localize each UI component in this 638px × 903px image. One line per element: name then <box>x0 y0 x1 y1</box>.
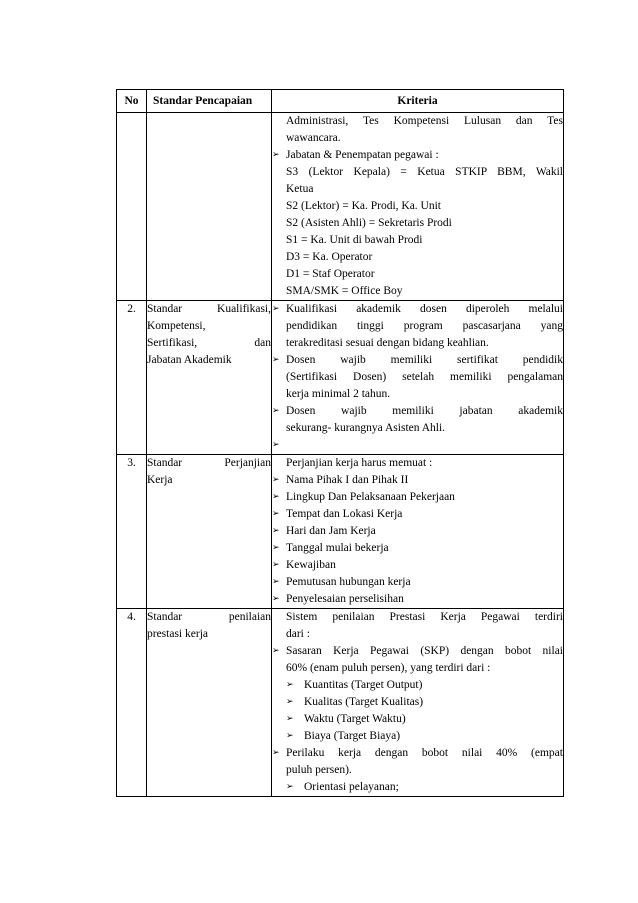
criteria-text: S2 (Asisten Ahli) = Sekretaris Prodi <box>286 217 452 229</box>
arrow-bullet-icon: ➢ <box>272 560 280 570</box>
criteria-text: S1 = Ka. Unit di bawah Prodi <box>286 234 423 246</box>
criteria-text: D1 = Staf Operator <box>286 268 375 280</box>
row-number: 3. <box>117 455 147 609</box>
list-item: ➢ Lingkup Dan Pelaksanaan Pekerjaan <box>272 489 563 506</box>
list-item: ➢ Biaya (Target Biaya) <box>272 728 563 745</box>
header-standar: Standar Pencapaian <box>147 90 272 113</box>
list-item: ➢ Dosen wajib memiliki jabatan akademik <box>272 403 563 420</box>
arrow-bullet-icon: ➢ <box>272 440 280 450</box>
standard-cell: Standar Kualifikasi, Kompetensi, Sertifikasi, dan Jabatan Akademik <box>147 301 272 455</box>
list-item: ➢ Perilaku kerja dengan bobot nilai 40% (empat <box>272 745 563 762</box>
list-item: ➢ Kualitas (Target Kualitas) <box>272 694 563 711</box>
arrow-bullet-icon: ➢ <box>272 577 280 587</box>
arrow-bullet-icon: ➢ <box>272 748 280 758</box>
standard-cell: Standar Perjanjian Kerja <box>147 455 272 609</box>
arrow-bullet-icon: ➢ <box>272 492 280 502</box>
list-item: ➢ Tempat dan Lokasi Kerja <box>272 506 563 523</box>
list-item: ➢ Nama Pihak I dan Pihak II <box>272 472 563 489</box>
list-item: ➢ Orientasi pelayanan; <box>272 779 563 796</box>
header-kriteria: Kriteria <box>272 90 564 113</box>
criteria-text: D3 = Ka. Operator <box>286 251 373 263</box>
arrow-bullet-icon: ➢ <box>272 646 280 656</box>
criteria-text: Administrasi, Tes Kompetensi Lulusan dan Tes <box>286 115 563 127</box>
list-item: ➢ Tanggal mulai bekerja <box>272 540 563 557</box>
criteria-cell: Perjanjian kerja harus memuat : ➢ Nama Pihak I dan Pihak II ➢ Lingkup Dan Pelaksanaan Pekerjaan ➢ Tempat dan Lokasi Kerja ➢ Hari dan Jam Kerja ➢ Tanggal mulai bekerja ➢ Kewajiban ➢ Pemutusan hubungan kerja ➢ Penyelesaian perselisihan <box>272 455 564 609</box>
arrow-bullet-icon: ➢ <box>272 526 280 536</box>
list-item: ➢ Sasaran Kerja Pegawai (SKP) dengan bobot nilai <box>272 643 563 660</box>
table-row <box>117 301 564 455</box>
list-item: ➢ Kewajiban <box>272 557 563 574</box>
arrow-bullet-icon: ➢ <box>272 304 280 314</box>
table-row <box>117 113 564 301</box>
criteria-table <box>116 89 564 797</box>
list-item: ➢ Hari dan Jam Kerja <box>272 523 563 540</box>
arrow-bullet-icon: ➢ <box>286 782 294 792</box>
arrow-bullet-icon: ➢ <box>272 594 280 604</box>
table-row <box>117 455 564 609</box>
criteria-cell: ➢ Kualifikasi akademik dosen diperoleh melalui pendidikan tinggi program pascasarjana yang terakreditasi sesuai dengan bidang keahlian. ➢ Dosen wajib memiliki sertifikat pendidik (Sertifikasi Dosen) setelah memiliki pengalaman kerja minimal 2 tahun. ➢ Dosen wajib memiliki jabatan akademik sekurang- kurangnya Asisten Ahli. ➢ <box>272 301 564 455</box>
arrow-bullet-icon: ➢ <box>272 150 280 160</box>
standard-cell: Standar penilaian prestasi kerja <box>147 609 272 797</box>
criteria-text: S2 (Lektor) = Ka. Prodi, Ka. Unit <box>286 200 442 212</box>
header-no: No <box>117 90 147 113</box>
table-row <box>117 609 564 797</box>
criteria-text: wawancara. <box>286 132 341 144</box>
arrow-bullet-icon: ➢ <box>272 475 280 485</box>
list-item: ➢ Waktu (Target Waktu) <box>272 711 563 728</box>
header-row <box>117 90 564 113</box>
arrow-bullet-icon: ➢ <box>272 543 280 553</box>
arrow-bullet-icon: ➢ <box>272 509 280 519</box>
list-item: ➢ Jabatan & Penempatan pegawai : <box>272 147 563 164</box>
row-number: 2. <box>117 301 147 455</box>
row-number <box>117 113 147 301</box>
criteria-text: SMA/SMK = Office Boy <box>286 285 403 297</box>
criteria-text: S3 (Lektor Kepala) = Ketua STKIP BBM, Wakil <box>286 166 563 178</box>
arrow-bullet-icon: ➢ <box>286 680 294 690</box>
arrow-bullet-icon: ➢ <box>286 731 294 741</box>
list-item: ➢ Kualifikasi akademik dosen diperoleh melalui <box>272 301 563 318</box>
criteria-cell: Sistem penilaian Prestasi Kerja Pegawai terdiri dari : ➢ Sasaran Kerja Pegawai (SKP) dengan bobot nilai 60% (enam puluh persen), yang terdiri dari : ➢ Kuantitas (Target Output) ➢ Kualitas (Target Kualitas) ➢ Waktu (Target Waktu) ➢ Biaya (Target Biaya) ➢ Perilaku kerja dengan bobot nilai 40% (empat puluh persen). ➢ Orientasi pelayanan; <box>272 609 564 797</box>
list-item <box>272 437 563 454</box>
list-item: ➢ Dosen wajib memiliki sertifikat pendidik <box>272 352 563 369</box>
row-number: 4. <box>117 609 147 797</box>
criteria-cell <box>272 113 564 301</box>
arrow-bullet-icon: ➢ <box>272 355 280 365</box>
arrow-bullet-icon: ➢ <box>286 697 294 707</box>
criteria-text: Ketua <box>286 183 314 195</box>
list-item: ➢ Penyelesaian perselisihan <box>272 591 563 608</box>
arrow-bullet-icon: ➢ <box>286 714 294 724</box>
list-item: ➢ Pemutusan hubungan kerja <box>272 574 563 591</box>
list-item: ➢ Kuantitas (Target Output) <box>272 677 563 694</box>
standard-cell <box>147 113 272 301</box>
arrow-bullet-icon: ➢ <box>272 406 280 416</box>
